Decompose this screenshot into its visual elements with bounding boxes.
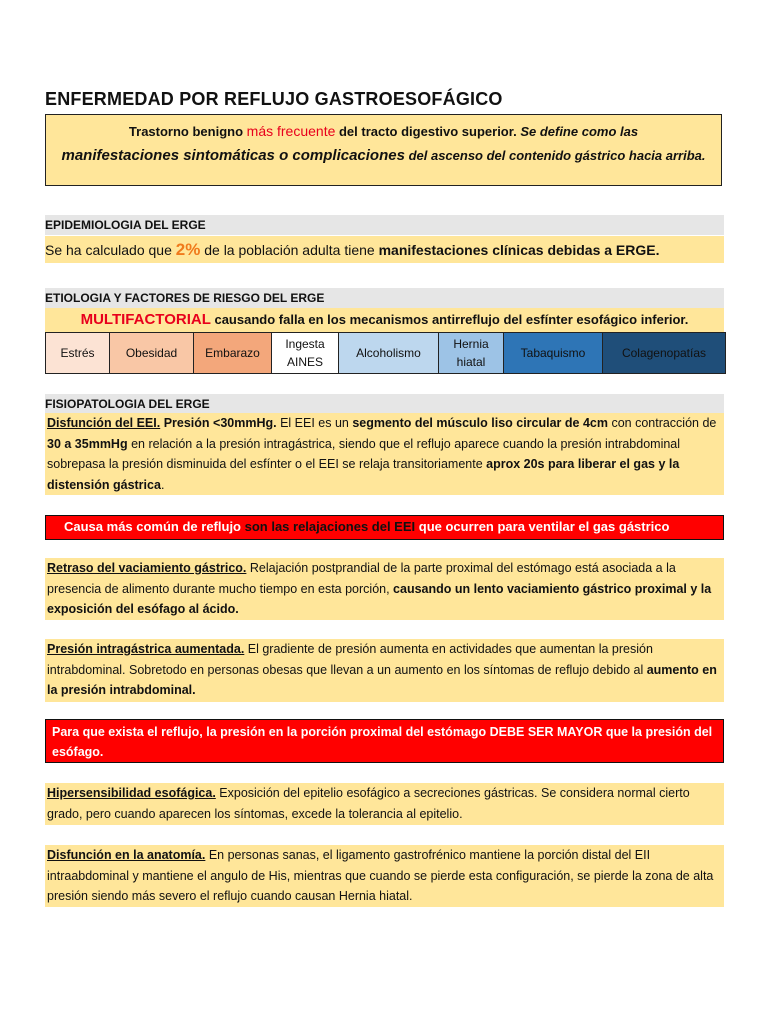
anatomy-dysfunction-text: En personas sanas, el ligamento gastrofrénico mantiene la porción distal del EII intraabdominal y mantiene el angulo de His, mientras que cuando se pierde esta configuración, se pierde la zona de alta presión siendo más severo el reflujo cuando causan Hernia hiatal. — [47, 848, 714, 903]
definition-text-2: del tracto digestivo superior. — [335, 124, 521, 139]
risk-factors-table — [45, 332, 726, 374]
epidemiology-row — [45, 236, 724, 263]
hypersensitivity-paragraph — [45, 783, 724, 825]
eei-dysfunction-title: Disfunción del EEI. — [47, 416, 161, 430]
factor-cell — [339, 333, 439, 373]
definition-text-1: Trastorno benigno — [128, 124, 247, 139]
multifactorial-label: MULTIFACTORIAL — [80, 311, 211, 328]
gastric-emptying-paragraph — [45, 558, 724, 620]
factor-cell — [194, 333, 272, 373]
intragastric-pressure-paragraph — [45, 639, 724, 702]
gastric-emptying-text: Relajación postprandial de la parte proximal del estómago está asociada a la presencia de alimento durante mucho tiempo en esta porción, — [47, 561, 676, 596]
epidemiology-text-3: manifestaciones clínicas debidas a ERGE. — [378, 242, 660, 258]
factor-label: Hernia hiatal — [453, 337, 489, 369]
factor-label: Estrés — [60, 346, 95, 360]
factor-cell — [272, 333, 339, 373]
definition-text-4: del ascenso del contenido gástrico hacia arriba. — [404, 148, 706, 163]
epidemiology-text-1: Se ha calculado que — [45, 242, 176, 258]
factor-cell — [603, 333, 725, 373]
alert-common-cause-text-3: que ocurren para ventilar el gas gástrico — [415, 519, 670, 534]
factor-label: Obesidad — [125, 346, 178, 360]
hypersensitivity-title: Hipersensibilidad esofágica. — [47, 786, 216, 800]
factor-cell — [504, 333, 603, 373]
epidemiology-text-2: de la población adulta tiene — [200, 242, 379, 258]
alert-common-cause-text-2: son las relajaciones del EEI — [241, 519, 416, 534]
factor-label: Tabaquismo — [520, 346, 586, 360]
etiology-heading: ETIOLOGIA Y FACTORES DE RIESGO DEL ERGE — [45, 288, 724, 308]
eei-text-3: en relación a la presión intragástrica, siendo que el reflujo aparece cuando la presión intrabdominal sobrepasa la presión disminuida del esfínter o el EEI se relaja transitoriamente — [47, 436, 681, 471]
alert-common-cause-text-1: Causa más común de reflujo — [64, 519, 241, 534]
eei-text-2: con contracción de — [607, 416, 717, 430]
intragastric-pressure-text: El gradiente de presión aumenta en actividades que aumentan la presión intrabdominal. Sobretodo en personas obesas que llevan a un aumento en los síntomas de reflujo debido al — [47, 642, 653, 677]
definition-text-3: Se define como las — [520, 124, 639, 139]
definition-box — [45, 114, 722, 186]
definition-highlight: más frecuente — [246, 123, 336, 139]
gastric-emptying-bold: causando un lento vaciamiento gástrico proximal y la exposición del esófago al ácido. — [47, 581, 712, 616]
multifactorial-text: causando falla en los mecanismos antirreflujo del esfínter esofágico inferior. — [210, 312, 689, 327]
eei-bold-3: 30 a 35mmHg — [47, 436, 128, 451]
hypersensitivity-text: Exposición del epitelio esofágico a secreciones gástricas. Se considera normal cierto grado, pero cuando aparecen los síntomas, excede la tolerancia al epitelio. — [47, 786, 690, 821]
alert-common-cause — [45, 515, 724, 540]
eei-bold-4: aprox 20s para liberar el gas y la distensión gástrica — [47, 457, 680, 492]
factor-cell — [46, 333, 110, 373]
eei-text-4: . — [160, 477, 165, 492]
multifactorial-row — [45, 308, 724, 332]
physiopathology-heading: FISIOPATOLOGIA DEL ERGE — [45, 394, 724, 414]
factor-label: Alcoholismo — [356, 346, 421, 360]
epidemiology-percent: 2% — [175, 240, 201, 259]
gastric-emptying-title: Retraso del vaciamiento gástrico. — [47, 561, 247, 575]
eei-bold-2: segmento del músculo liso circular de 4cm — [352, 416, 608, 430]
intragastric-pressure-title: Presión intragástrica aumentada. — [47, 642, 245, 656]
eei-dysfunction-paragraph — [45, 413, 724, 495]
alert-pressure-condition — [45, 719, 724, 763]
factor-label: Ingesta AINES — [285, 337, 325, 369]
factor-label: Embarazo — [205, 346, 260, 360]
eei-text-1: El EEI es un — [276, 416, 353, 430]
factor-cell — [110, 333, 194, 373]
factor-cell — [439, 333, 504, 373]
eei-bold-1: Presión <30mmHg. — [160, 416, 277, 430]
alert-pressure-condition-text: Para que exista el reflujo, la presión en la porción proximal del estómago DEBE SER MAYOR que la presión del esófago. — [52, 725, 713, 759]
definition-emphasis: manifestaciones sintomáticas o complicaciones — [61, 147, 405, 164]
anatomy-dysfunction-paragraph — [45, 845, 724, 907]
epidemiology-heading: EPIDEMIOLOGIA DEL ERGE — [45, 215, 724, 235]
intragastric-pressure-bold: aumento en la presión intrabdominal. — [47, 662, 717, 697]
page-title: ENFERMEDAD POR REFLUJO GASTROESOFÁGICO — [45, 89, 503, 109]
anatomy-dysfunction-title: Disfunción en la anatomía. — [47, 848, 206, 862]
factor-label: Colagenopatías — [621, 346, 707, 360]
